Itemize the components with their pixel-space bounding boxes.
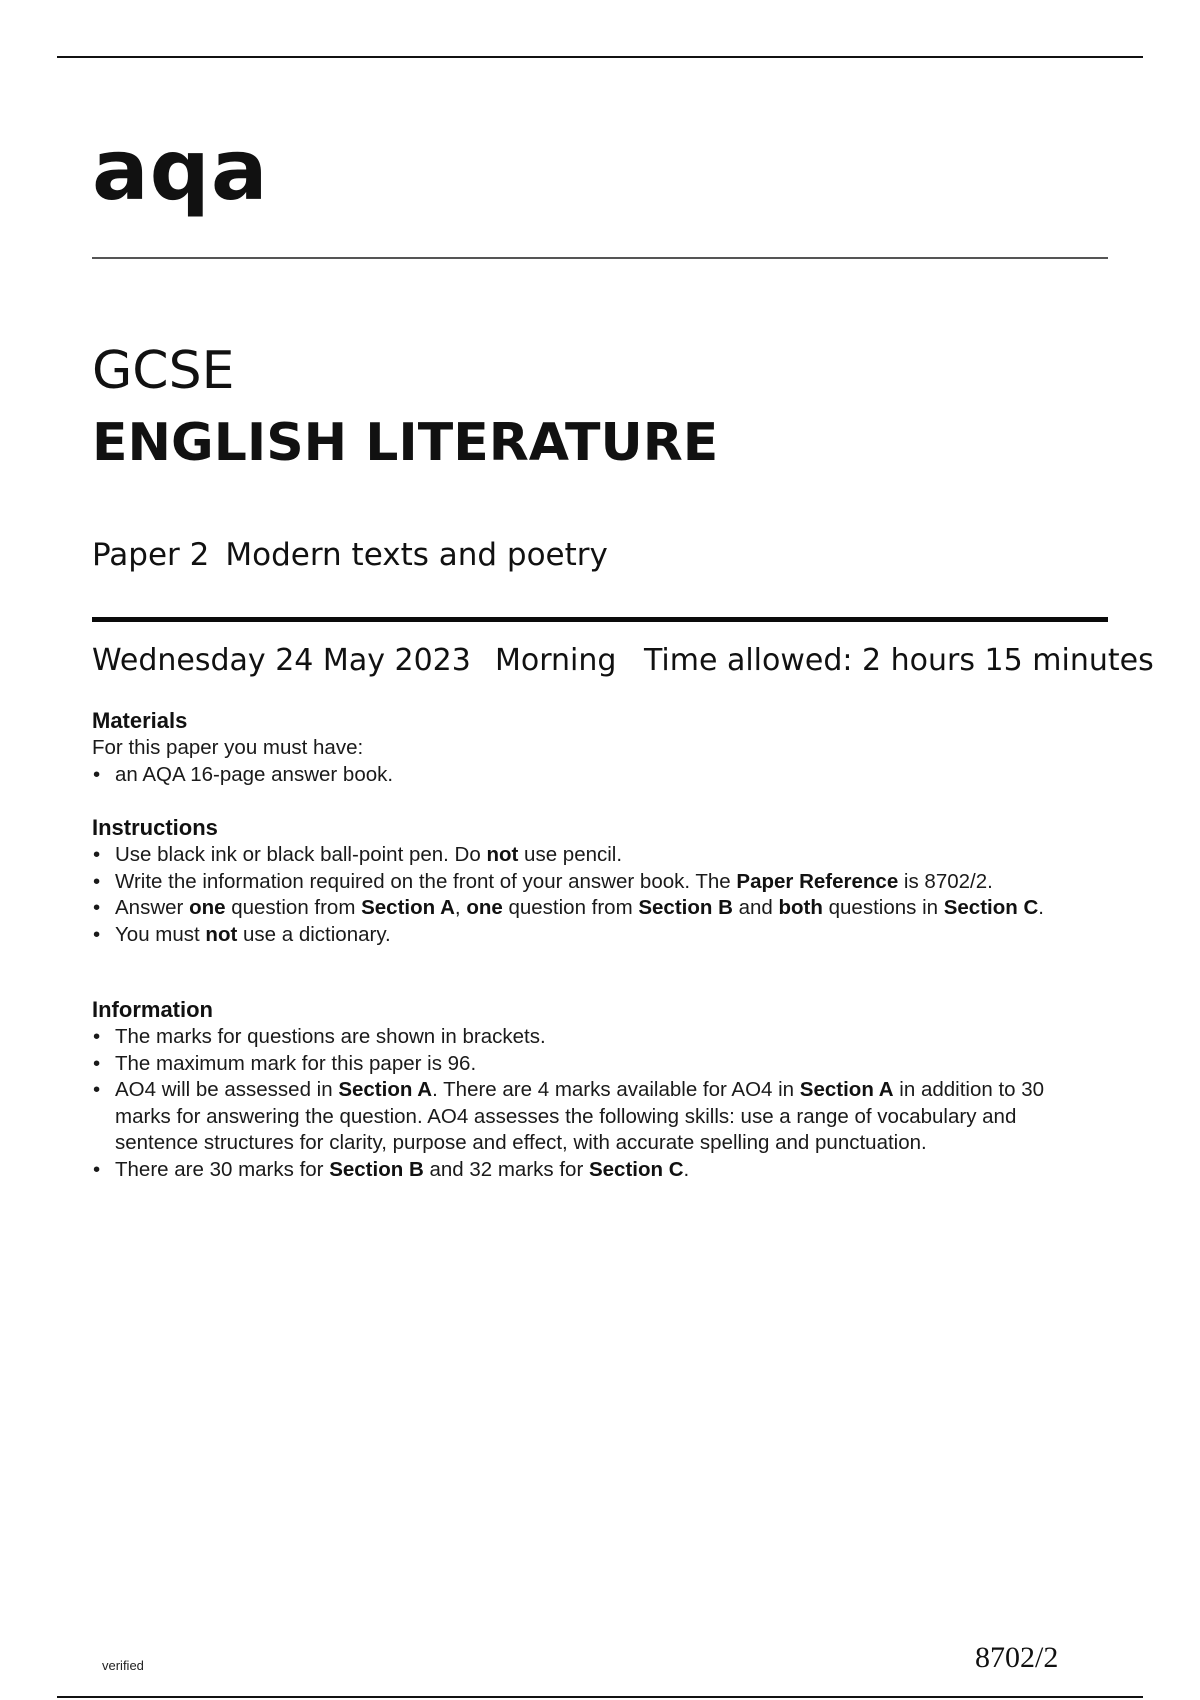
emphasis-text: Section B <box>329 1157 424 1181</box>
materials-section <box>92 707 1092 788</box>
list-item: • an AQA 16-page answer book. <box>92 762 1092 789</box>
emphasis-text: Section B <box>638 896 733 919</box>
bottom-rule <box>57 1696 1143 1698</box>
instructions-section <box>92 814 1092 948</box>
list-item <box>92 1077 1092 1157</box>
body-text: AO4 will be assessed in <box>115 1078 339 1101</box>
body-text: use a dictionary. <box>237 922 391 946</box>
top-rule <box>57 56 1143 58</box>
list-item <box>92 1024 1092 1051</box>
list-item <box>92 895 1092 922</box>
body-text: Use black ink or black ball-point pen. Do <box>115 843 487 866</box>
body-text: . There are 4 marks available for AO4 in <box>432 1078 800 1101</box>
exam-date: Wednesday 24 May 2023 <box>92 643 471 678</box>
body-text: and <box>732 896 779 919</box>
emphasis-text: not <box>205 922 238 946</box>
emphasis-text: Section A <box>799 1078 894 1101</box>
materials-intro: For this paper you must have: <box>92 736 364 759</box>
subject-title: ENGLISH LITERATURE <box>92 413 719 473</box>
body-text: use pencil. <box>518 843 623 866</box>
paper-code: 8702/2 <box>975 1641 1059 1674</box>
list-item <box>92 869 1092 896</box>
body-text: . <box>1038 896 1044 919</box>
emphasis-text: one <box>466 896 503 919</box>
emphasis-text: Section A <box>361 896 455 919</box>
emphasis-text: Section C <box>588 1157 684 1181</box>
list-item <box>92 922 1092 949</box>
body-text: questions in <box>822 896 944 919</box>
emphasis-text: one <box>189 896 226 919</box>
paper-name: Modern texts and poetry <box>225 537 608 573</box>
qualification-title: GCSE <box>92 341 235 401</box>
body-text: question from <box>502 896 639 919</box>
instructions-list <box>92 842 1092 948</box>
body-text: The marks for questions are shown in brackets. <box>115 1025 546 1048</box>
body-text: Answer <box>115 896 190 919</box>
emphasis-text: both <box>778 896 823 919</box>
logo-divider <box>92 257 1108 259</box>
body-text: You must <box>115 922 206 946</box>
list-item <box>92 1051 1092 1078</box>
materials-heading: Materials <box>92 708 188 733</box>
materials-list <box>92 762 1092 789</box>
aqa-logo: aqa <box>92 121 269 219</box>
list-item <box>92 842 1092 869</box>
body-text: . <box>683 1157 690 1181</box>
body-text: The maximum mark for this paper is 96. <box>115 1051 477 1075</box>
paper-title <box>92 537 608 573</box>
emphasis-text: Section C <box>943 896 1039 919</box>
list-item <box>92 1157 1092 1184</box>
instructions-heading: Instructions <box>92 815 218 840</box>
exam-time-allowed: Time allowed: 2 hours 15 minutes <box>644 643 1154 678</box>
information-section <box>92 996 1092 1183</box>
information-heading: Information <box>92 997 213 1022</box>
information-list <box>92 1024 1092 1183</box>
emphasis-text: not <box>486 843 519 866</box>
body-text: There are 30 marks for <box>115 1157 330 1181</box>
body-text: Write the information required on the front of your answer book. The <box>115 869 737 893</box>
paper-number: Paper 2 <box>92 537 210 573</box>
body-text: in addition to 30 marks for answering the question. AO4 assesses the following skills: use a range of vocabulary and sentence structures for clarity, purpose and effect, with accurate spelling and punctuation. <box>115 1078 1045 1154</box>
exam-session: Morning <box>495 643 617 678</box>
title-divider <box>92 617 1108 622</box>
body-text: is 8702/2. <box>898 869 993 893</box>
verified-label: verified <box>102 1658 144 1673</box>
body-text: question from <box>225 896 362 919</box>
body-text: , <box>454 896 467 919</box>
body-text: and 32 marks for <box>423 1157 589 1181</box>
emphasis-text: Paper Reference <box>736 869 899 893</box>
emphasis-text: Section A <box>338 1078 433 1101</box>
